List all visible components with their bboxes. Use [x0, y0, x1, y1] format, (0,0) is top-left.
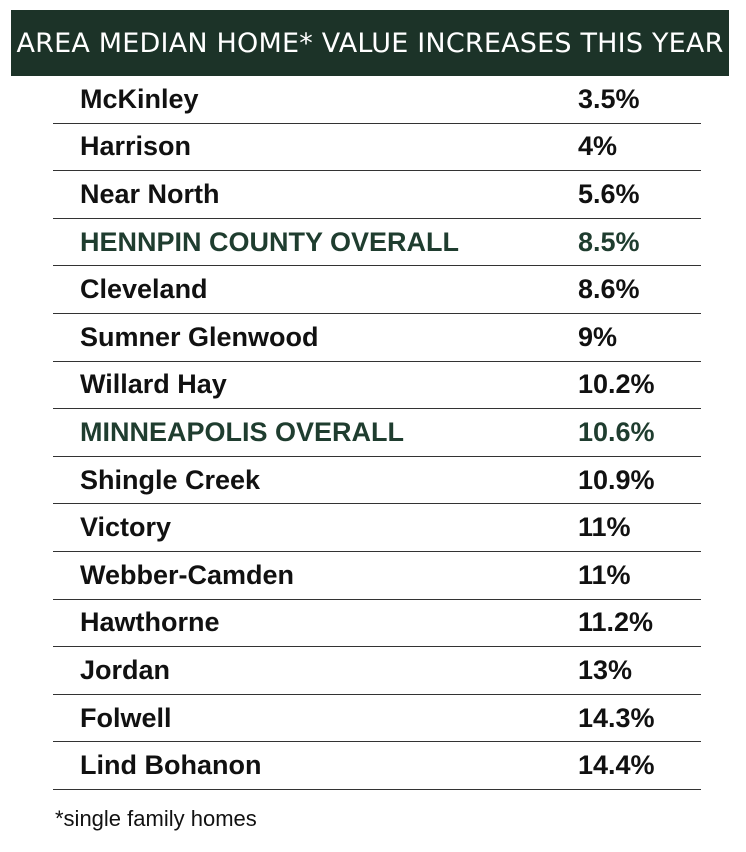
row-neighborhood-name: Webber-Camden: [80, 559, 295, 590]
row-value-increase: 11.2%: [578, 607, 654, 638]
row-neighborhood-name: Shingle Creek: [80, 464, 261, 495]
table-row: [53, 742, 701, 790]
row-value-increase: 10.9%: [578, 464, 655, 495]
table-row: [53, 124, 701, 172]
table-row: [53, 219, 701, 267]
row-value-increase: 4%: [578, 131, 618, 162]
row-value-increase: 10.6%: [578, 416, 655, 447]
row-neighborhood-name: Harrison: [80, 131, 192, 162]
table-row: [53, 314, 701, 362]
row-neighborhood-name: MINNEAPOLIS OVERALL: [80, 416, 405, 447]
row-value-increase: 13%: [578, 654, 633, 685]
table-row: [53, 695, 701, 743]
table-row: [53, 647, 701, 695]
table-row: [53, 76, 701, 124]
row-value-increase: 11%: [578, 512, 631, 543]
table-row: [53, 266, 701, 314]
row-value-increase: 3.5%: [578, 83, 640, 114]
data-table: [53, 76, 701, 790]
row-value-increase: 8.6%: [578, 274, 640, 305]
table-row: [53, 600, 701, 648]
row-neighborhood-name: Lind Bohanon: [80, 750, 262, 781]
row-value-increase: 10.2%: [578, 369, 655, 400]
row-value-increase: 8.5%: [578, 226, 640, 257]
table-row: [53, 457, 701, 505]
row-neighborhood-name: Cleveland: [80, 274, 208, 305]
table-row: [53, 409, 701, 457]
row-value-increase: 9%: [578, 321, 618, 352]
table-row: [53, 552, 701, 600]
chart-title: AREA MEDIAN HOME* VALUE INCREASES THIS YEAR: [16, 27, 724, 59]
row-value-increase: 5.6%: [578, 178, 640, 209]
row-neighborhood-name: HENNPIN COUNTY OVERALL: [80, 226, 460, 257]
row-value-increase: 14.3%: [578, 702, 655, 733]
row-neighborhood-name: Sumner Glenwood: [80, 321, 319, 352]
row-neighborhood-name: Near North: [80, 178, 220, 209]
row-neighborhood-name: Willard Hay: [80, 369, 227, 400]
row-neighborhood-name: Victory: [80, 512, 172, 543]
row-neighborhood-name: Folwell: [80, 702, 172, 733]
title-bar: [11, 10, 729, 76]
table-row: [53, 504, 701, 552]
footnote: *single family homes: [55, 806, 257, 831]
table-row: [53, 171, 701, 219]
row-neighborhood-name: McKinley: [80, 83, 199, 114]
row-value-increase: 14.4%: [578, 750, 655, 781]
row-neighborhood-name: Hawthorne: [80, 607, 220, 638]
row-value-increase: 11%: [578, 559, 631, 590]
table-row: [53, 362, 701, 410]
row-neighborhood-name: Jordan: [80, 654, 171, 685]
